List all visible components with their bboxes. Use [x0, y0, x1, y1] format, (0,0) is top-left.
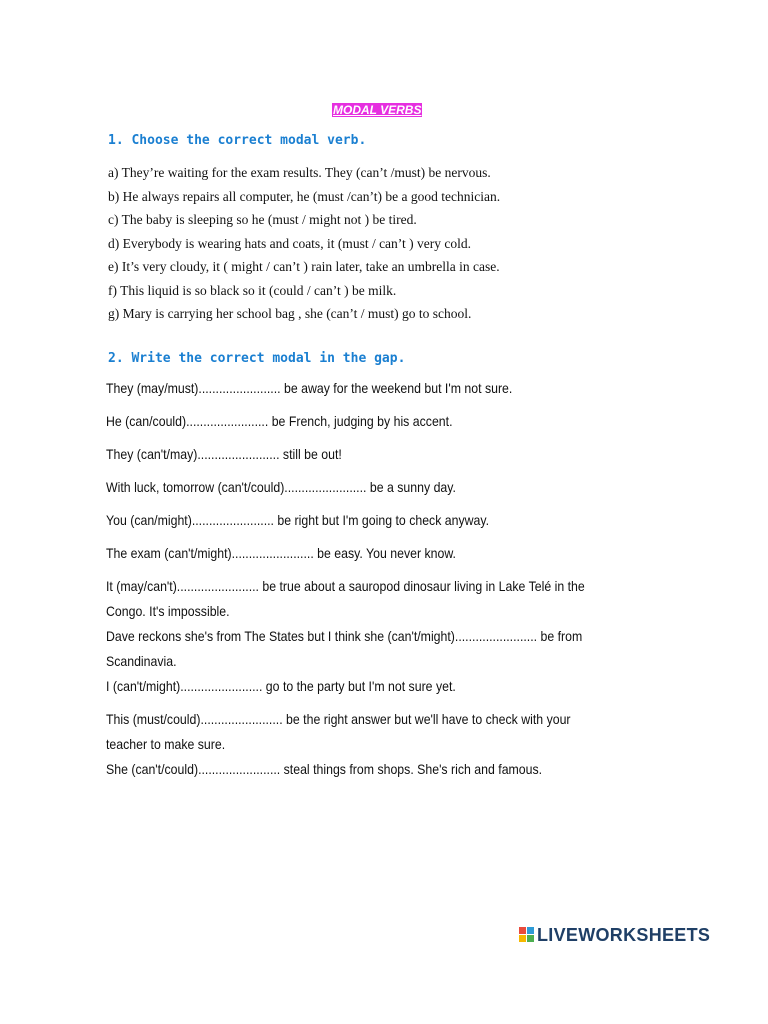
logo-text: LIVEWORKSHEETS: [537, 924, 711, 945]
section1-heading: 1. Choose the correct modal verb.: [108, 133, 367, 148]
section2-list: [106, 376, 634, 782]
gap-sentence: With luck, tomorrow (can't/could)........................ be a sunny day.: [106, 479, 456, 495]
gap-sentence: She (can't/could)........................ steal things from shops. She's rich and famous.: [106, 761, 543, 777]
gap-sentence: Dave reckons she's from The States but I think she (can't/might)........................ be from: [106, 628, 583, 644]
gap-sentence: You (can/might)........................ be right but I'm going to check anyway.: [106, 512, 490, 528]
exercise-item: c) The baby is sleeping so he (must / might not ) be tired.: [108, 212, 417, 227]
worksheet-title: MODAL VERBS: [333, 103, 422, 117]
gap-sentence: They (may/must)........................ be away for the weekend but I'm not sure.: [106, 380, 513, 396]
gap-sentence: They (can't/may)........................ still be out!: [106, 446, 342, 462]
exercise-item: g) Mary is carrying her school bag , she (can’t / must) go to school.: [108, 306, 472, 321]
gap-sentence: The exam (can't/might)........................ be easy. You never know.: [106, 545, 456, 561]
exercise-item: b) He always repairs all computer, he (must /can’t) be a good technician.: [108, 188, 501, 204]
gap-sentence: This (must/could)........................ be the right answer but we'll have to check with your: [106, 711, 571, 727]
gap-sentence: He (can/could)........................ be French, judging by his accent.: [106, 413, 453, 429]
liveworksheets-logo: [519, 924, 710, 946]
gap-sentence-continuation: Congo. It's impossible.: [106, 603, 230, 619]
section1-list: [108, 161, 708, 326]
gap-sentence: It (may/can't)........................ be true about a sauropod dinosaur living in Lake Telé in the: [106, 578, 585, 594]
gap-sentence-continuation: teacher to make sure.: [106, 736, 226, 752]
gap-sentence-continuation: Scandinavia.: [106, 653, 177, 669]
gap-sentence: I (can't/might)........................ go to the party but I'm not sure yet.: [106, 678, 456, 694]
exercise-item: d) Everybody is wearing hats and coats, it (must / can’t ) very cold.: [108, 235, 472, 251]
exercise-item: e) It’s very cloudy, it ( might / can’t ) rain later, take an umbrella in case.: [108, 259, 500, 274]
liveworksheets-logo-icon: [519, 927, 535, 943]
exercise-item: f) This liquid is so black so it (could / can’t ) be milk.: [108, 282, 397, 298]
section2-heading: 2. Write the correct modal in the gap.: [108, 351, 406, 366]
exercise-item: a) They’re waiting for the exam results. They (can’t /must) be nervous.: [108, 165, 491, 180]
